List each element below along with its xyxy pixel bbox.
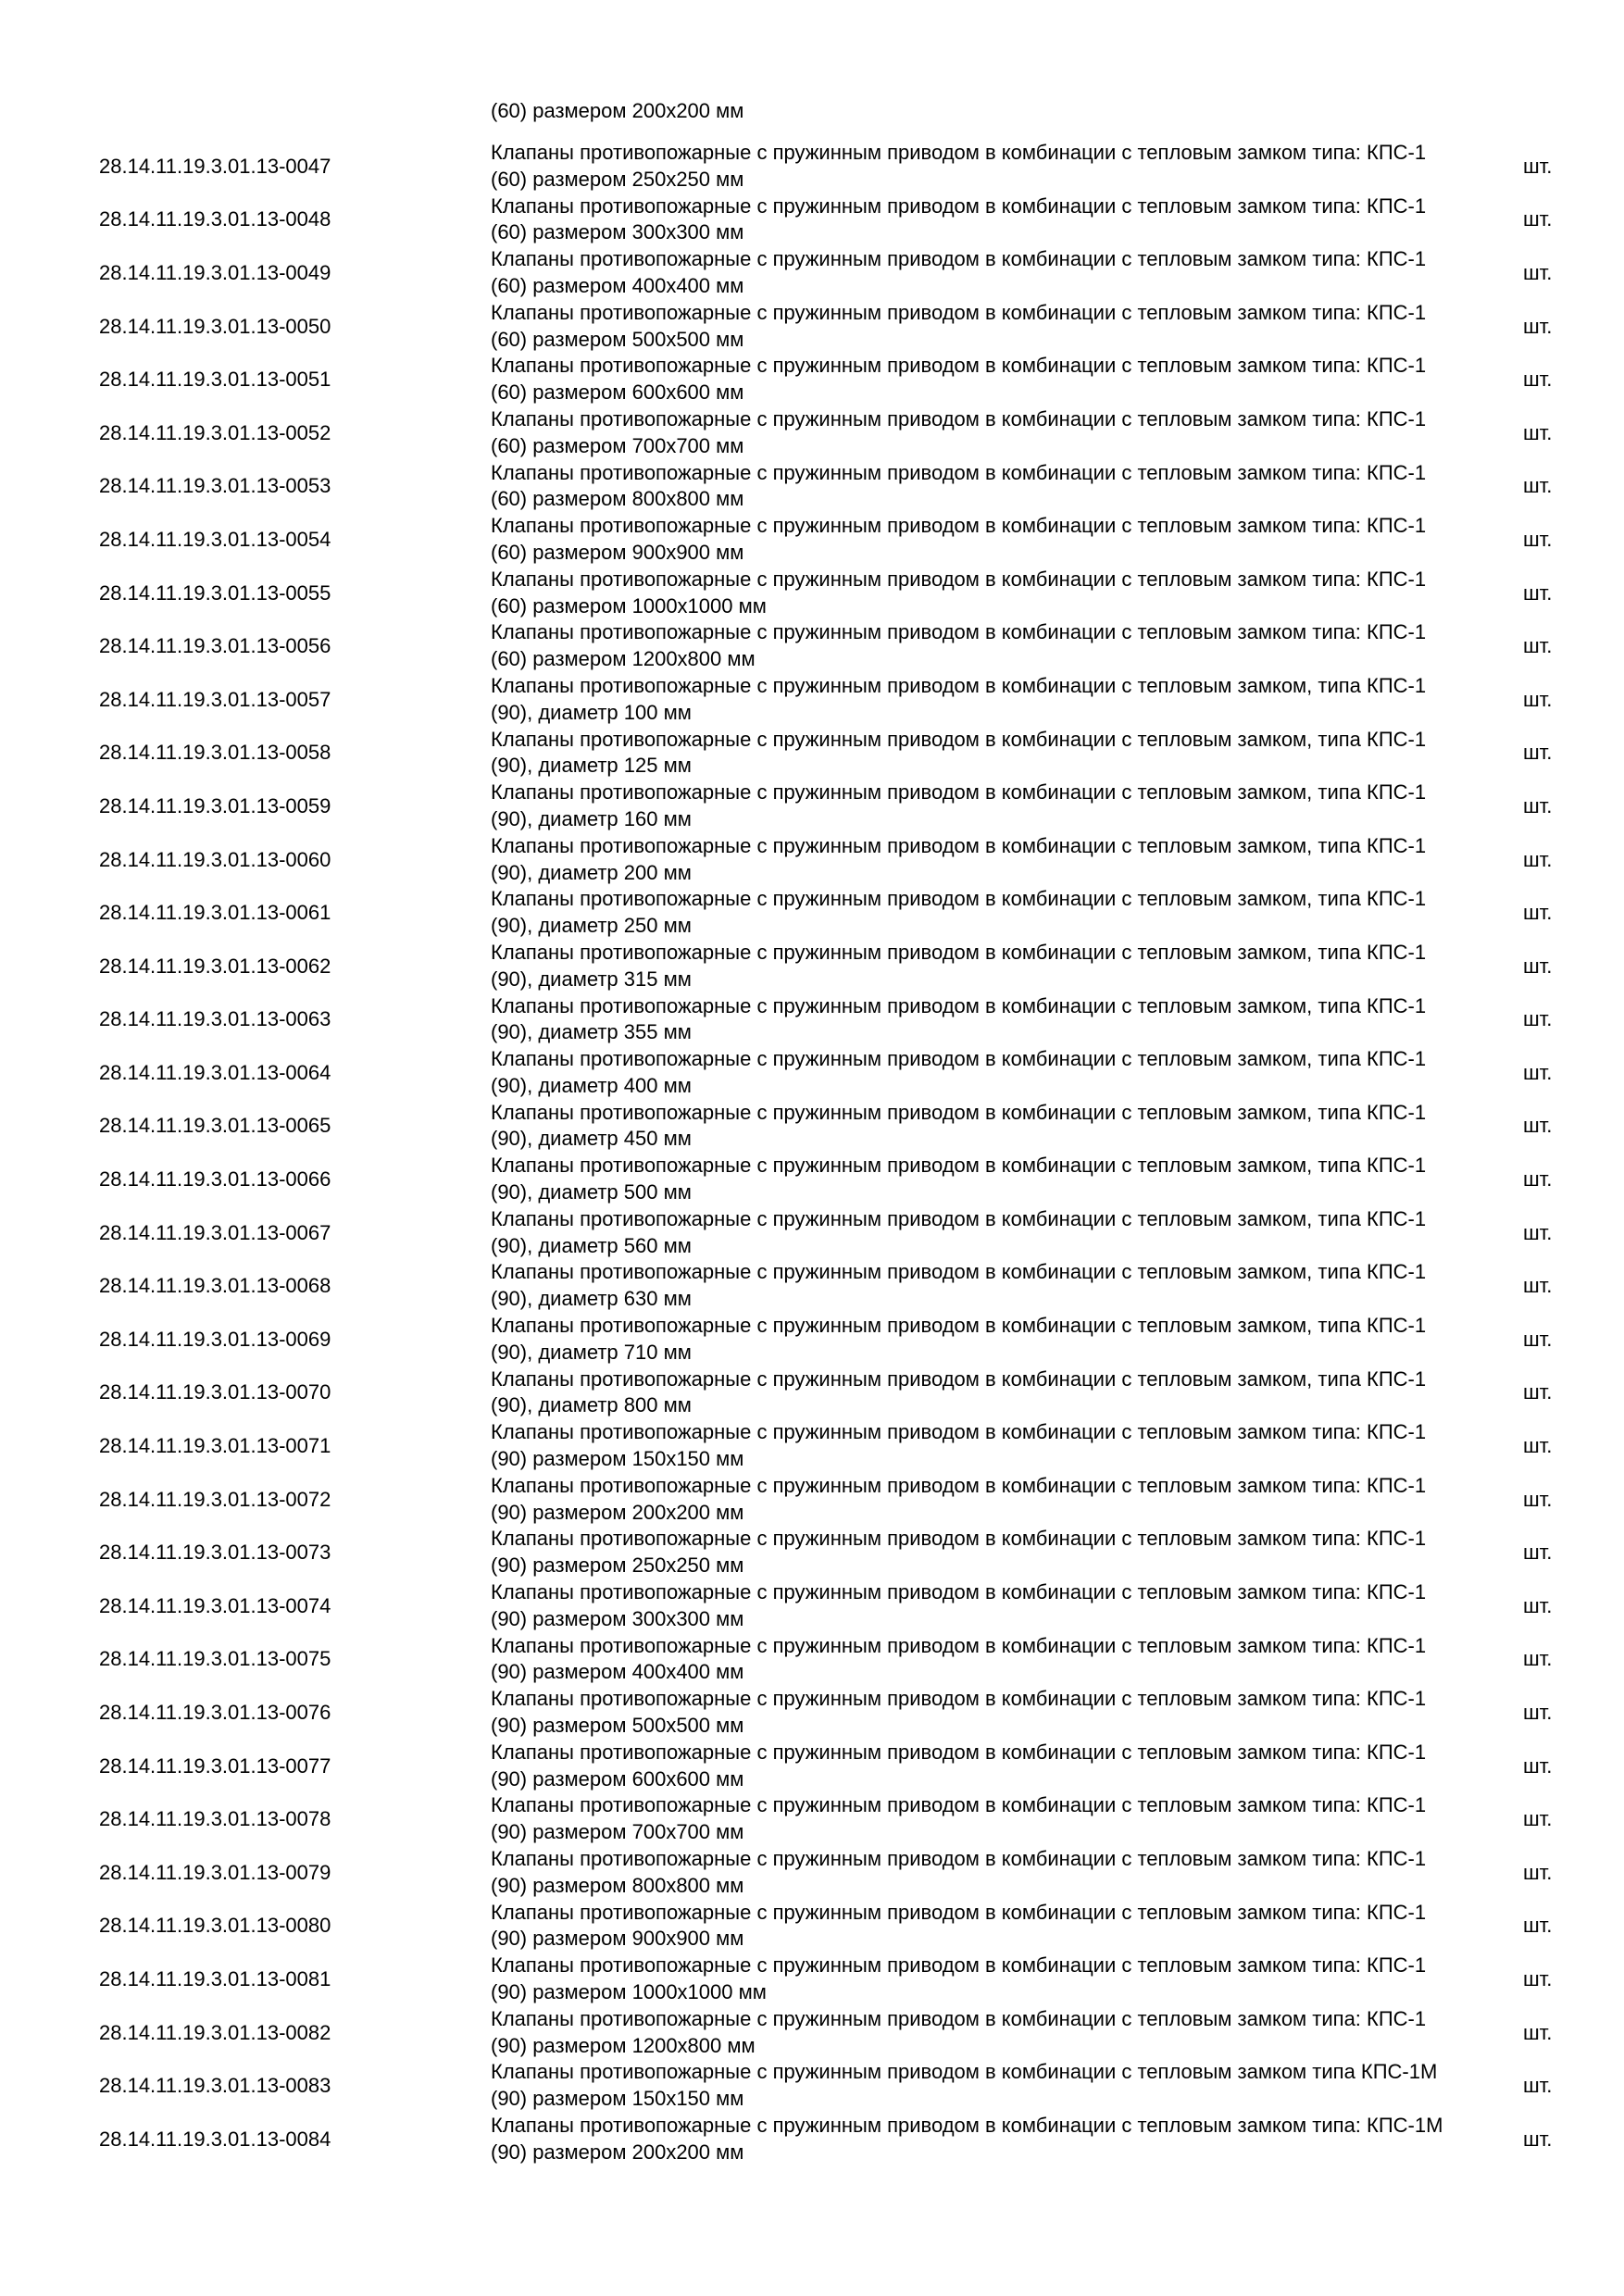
item-description bbox=[491, 1259, 1454, 1313]
table-row bbox=[0, 1846, 1624, 1900]
item-unit: шт. bbox=[1523, 1220, 1553, 1244]
item-code: 28.14.11.19.3.01.13-0073 bbox=[99, 1541, 331, 1565]
item-description-line2: (60) размером 1000x1000 мм bbox=[491, 593, 767, 618]
item-description-line2: (90) размером 250x250 мм bbox=[491, 1554, 744, 1578]
item-description-line1: Клапаны противопожарные с пружинным приводом в комбинации с тепловым замком типа: КПС-1 bbox=[491, 1900, 1427, 1924]
table-row bbox=[0, 993, 1624, 1047]
item-unit: шт. bbox=[1523, 741, 1553, 765]
item-code: 28.14.11.19.3.01.13-0047 bbox=[99, 154, 331, 178]
item-description-line1: Клапаны противопожарные с пружинным приводом в комбинации с тепловым замком, типа КПС-1 bbox=[491, 1366, 1427, 1391]
item-code: 28.14.11.19.3.01.13-0079 bbox=[99, 1860, 331, 1884]
item-description-line2: (90) размером 1000x1000 мм bbox=[491, 1979, 767, 2003]
item-description-line1: Клапаны противопожарные с пружинным приводом в комбинации с тепловым замком типа: КПС-1 bbox=[491, 354, 1427, 378]
item-code: 28.14.11.19.3.01.13-0075 bbox=[99, 1647, 331, 1671]
item-description-line1: Клапаны противопожарные с пружинным приводом в комбинации с тепловым замком типа: КПС-1 bbox=[491, 193, 1427, 218]
table-row bbox=[0, 140, 1624, 193]
item-description bbox=[491, 2113, 1454, 2166]
item-description-line1: Клапаны противопожарные с пружинным приводом в комбинации с тепловым замком типа: КПС-1 bbox=[491, 620, 1427, 644]
item-description-line1: Клапаны противопожарные с пружинным приводом в комбинации с тепловым замком типа: КПС-1 bbox=[491, 1473, 1427, 1497]
item-description-line1: Клапаны противопожарные с пружинным приводом в комбинации с тепловым замком типа: КПС-1М bbox=[491, 2113, 1443, 2137]
item-unit: шт. bbox=[1523, 1541, 1553, 1565]
item-unit: шт. bbox=[1523, 1753, 1553, 1778]
item-description-line1: Клапаны противопожарные с пружинным приводом в комбинации с тепловым замком, типа КПС-1 bbox=[491, 727, 1427, 751]
item-description-line1: Клапаны противопожарные с пружинным приводом в комбинации с тепловым замком типа: КПС-1 bbox=[491, 567, 1427, 591]
item-unit: шт. bbox=[1523, 1860, 1553, 1884]
table-row bbox=[0, 780, 1624, 833]
item-code: 28.14.11.19.3.01.13-0074 bbox=[99, 1593, 331, 1617]
item-description bbox=[491, 833, 1454, 887]
item-unit: шт. bbox=[1523, 2020, 1553, 2044]
item-description-line2: (90), диаметр 355 мм bbox=[491, 1020, 692, 1044]
item-description-line2: (90), диаметр 560 мм bbox=[491, 1233, 692, 1257]
item-description bbox=[491, 2006, 1454, 2060]
item-description-line2: (90), диаметр 400 мм bbox=[491, 1073, 692, 1097]
item-description-line2: (90) размером 150x150 мм bbox=[491, 1447, 744, 1471]
table-row bbox=[0, 1100, 1624, 1154]
item-code: 28.14.11.19.3.01.13-0054 bbox=[99, 527, 331, 551]
item-unit: шт. bbox=[1523, 1807, 1553, 1831]
item-description bbox=[491, 940, 1454, 993]
item-code: 28.14.11.19.3.01.13-0065 bbox=[99, 1114, 331, 1138]
table-row bbox=[0, 833, 1624, 887]
item-description-line1: Клапаны противопожарные с пружинным приводом в комбинации с тепловым замком, типа КПС-1 bbox=[491, 1206, 1427, 1230]
item-code: 28.14.11.19.3.01.13-0071 bbox=[99, 1434, 331, 1458]
item-description-line2: (60) размером 500x500 мм bbox=[491, 327, 744, 351]
item-description-line2: (90), диаметр 125 мм bbox=[491, 754, 692, 778]
item-description-line2: (60) размером 400x400 мм bbox=[491, 273, 744, 297]
table-row bbox=[0, 193, 1624, 247]
table-row bbox=[0, 1366, 1624, 1420]
item-code: 28.14.11.19.3.01.13-0057 bbox=[99, 687, 331, 711]
item-description-line1: Клапаны противопожарные с пружинным приводом в комбинации с тепловым замком, типа КПС-1 bbox=[491, 1154, 1427, 1178]
item-description bbox=[491, 300, 1454, 354]
table-row bbox=[0, 353, 1624, 406]
item-unit: шт. bbox=[1523, 2127, 1553, 2151]
item-code: 28.14.11.19.3.01.13-0063 bbox=[99, 1007, 331, 1031]
table-row bbox=[0, 1153, 1624, 1206]
item-description-line1: Клапаны противопожарные с пружинным приводом в комбинации с тепловым замком типа: КПС-1 bbox=[491, 1527, 1427, 1551]
item-description-line2: (90), диаметр 200 мм bbox=[491, 860, 692, 884]
item-description-line2: (90) размером 800x800 мм bbox=[491, 1873, 744, 1897]
item-description bbox=[491, 619, 1454, 673]
item-code: 28.14.11.19.3.01.13-0062 bbox=[99, 954, 331, 978]
item-description bbox=[491, 460, 1454, 514]
item-code: 28.14.11.19.3.01.13-0064 bbox=[99, 1060, 331, 1084]
table-row bbox=[0, 1686, 1624, 1740]
item-code: 28.14.11.19.3.01.13-0048 bbox=[99, 207, 331, 231]
item-description bbox=[491, 193, 1454, 247]
item-description bbox=[491, 1846, 1454, 1900]
item-description-line2: (90), диаметр 315 мм bbox=[491, 967, 692, 991]
item-code: 28.14.11.19.3.01.13-0059 bbox=[99, 793, 331, 817]
table-row bbox=[0, 1046, 1624, 1100]
item-description bbox=[491, 1046, 1454, 1100]
item-unit: шт. bbox=[1523, 260, 1553, 284]
item-unit: шт. bbox=[1523, 847, 1553, 871]
item-description-line1: Клапаны противопожарные с пружинным приводом в комбинации с тепловым замком типа: КПС-1 bbox=[491, 1687, 1427, 1711]
item-description-line2: (90) размером 1200x800 мм bbox=[491, 2033, 756, 2057]
item-description-line1: Клапаны противопожарные с пружинным приводом в комбинации с тепловым замком, типа КПС-1 bbox=[491, 1100, 1427, 1124]
item-description-line1: Клапаны противопожарные с пружинным приводом в комбинации с тепловым замком типа: КПС-1 bbox=[491, 300, 1427, 324]
item-unit: шт. bbox=[1523, 580, 1553, 605]
item-unit: шт. bbox=[1523, 314, 1553, 338]
continuation-description-line: (60) размером 200x200 мм bbox=[491, 99, 744, 122]
item-description-line2: (90), диаметр 160 мм bbox=[491, 806, 692, 830]
item-code: 28.14.11.19.3.01.13-0053 bbox=[99, 474, 331, 498]
item-unit: шт. bbox=[1523, 1380, 1553, 1404]
table-row bbox=[0, 940, 1624, 993]
item-description bbox=[491, 1313, 1454, 1366]
item-description bbox=[491, 1633, 1454, 1687]
item-description bbox=[491, 406, 1454, 460]
item-code: 28.14.11.19.3.01.13-0061 bbox=[99, 901, 331, 925]
item-description bbox=[491, 567, 1454, 620]
item-description-line1: Клапаны противопожарные с пружинным приводом в комбинации с тепловым замком типа: КПС-1 bbox=[491, 141, 1427, 164]
item-description bbox=[491, 2059, 1454, 2113]
item-unit: шт. bbox=[1523, 1701, 1553, 1725]
item-code: 28.14.11.19.3.01.13-0051 bbox=[99, 368, 331, 392]
table-row bbox=[0, 1792, 1624, 1846]
item-unit: шт. bbox=[1523, 474, 1553, 498]
item-description-line1: Клапаны противопожарные с пружинным приводом в комбинации с тепловым замком типа КПС-1М bbox=[491, 2060, 1438, 2084]
item-description-line2: (90) размером 200x200 мм bbox=[491, 2140, 744, 2164]
item-description-line2: (90), диаметр 500 мм bbox=[491, 1180, 692, 1204]
item-description bbox=[491, 780, 1454, 833]
item-unit: шт. bbox=[1523, 793, 1553, 817]
table-row bbox=[0, 727, 1624, 780]
table-row bbox=[0, 460, 1624, 514]
table-row bbox=[0, 1633, 1624, 1687]
item-description-line2: (90) размером 700x700 мм bbox=[491, 1820, 744, 1844]
item-description bbox=[491, 1953, 1454, 2006]
table-row bbox=[0, 2006, 1624, 2060]
item-description-line2: (60) размером 250x250 мм bbox=[491, 167, 744, 191]
item-description bbox=[491, 1686, 1454, 1740]
item-unit: шт. bbox=[1523, 901, 1553, 925]
item-description bbox=[491, 1740, 1454, 1793]
item-description bbox=[491, 513, 1454, 567]
item-description bbox=[491, 1526, 1454, 1579]
item-unit: шт. bbox=[1523, 1434, 1553, 1458]
item-description bbox=[491, 673, 1454, 727]
item-code: 28.14.11.19.3.01.13-0056 bbox=[99, 634, 331, 658]
item-description bbox=[491, 727, 1454, 780]
item-unit: шт. bbox=[1523, 1966, 1553, 1990]
item-description-line2: (90) размером 300x300 мм bbox=[491, 1606, 744, 1630]
item-description-line2: (90) размером 900x900 мм bbox=[491, 1927, 744, 1951]
item-description bbox=[491, 993, 1454, 1047]
item-code: 28.14.11.19.3.01.13-0052 bbox=[99, 420, 331, 444]
item-description-line2: (90) размером 400x400 мм bbox=[491, 1660, 744, 1684]
table-row bbox=[0, 1740, 1624, 1793]
table-row bbox=[0, 567, 1624, 620]
item-code: 28.14.11.19.3.01.13-0055 bbox=[99, 580, 331, 605]
item-unit: шт. bbox=[1523, 368, 1553, 392]
item-unit: шт. bbox=[1523, 527, 1553, 551]
item-code: 28.14.11.19.3.01.13-0080 bbox=[99, 1914, 331, 1938]
table-row bbox=[0, 246, 1624, 300]
item-description bbox=[491, 1100, 1454, 1154]
item-description-line1: Клапаны противопожарные с пружинным приводом в комбинации с тепловым замком типа: КПС-1 bbox=[491, 1580, 1427, 1604]
item-description-line1: Клапаны противопожарные с пружинным приводом в комбинации с тепловым замком типа: КПС-1 bbox=[491, 1740, 1427, 1764]
table-row bbox=[0, 300, 1624, 354]
item-description bbox=[491, 886, 1454, 940]
item-description-line1: Клапаны противопожарные с пружинным приводом в комбинации с тепловым замком, типа КПС-1 bbox=[491, 887, 1427, 911]
item-description-line1: Клапаны противопожарные с пружинным приводом в комбинации с тепловым замком, типа КПС-1 bbox=[491, 833, 1427, 857]
item-unit: шт. bbox=[1523, 154, 1553, 178]
item-code: 28.14.11.19.3.01.13-0083 bbox=[99, 2074, 331, 2098]
item-unit: шт. bbox=[1523, 1114, 1553, 1138]
item-code: 28.14.11.19.3.01.13-0066 bbox=[99, 1167, 331, 1192]
item-description bbox=[491, 1366, 1454, 1420]
item-code: 28.14.11.19.3.01.13-0072 bbox=[99, 1487, 331, 1511]
item-description-line2: (60) размером 600x600 мм bbox=[491, 381, 744, 405]
table-row bbox=[0, 406, 1624, 460]
item-description-line1: Клапаны противопожарные с пружинным приводом в комбинации с тепловым замком типа: КПС-1 bbox=[491, 460, 1427, 484]
item-description-line1: Клапаны противопожарные с пружинным приводом в комбинации с тепловым замком типа: КПС-1 bbox=[491, 406, 1427, 430]
table-row bbox=[0, 1526, 1624, 1579]
item-unit: шт. bbox=[1523, 1593, 1553, 1617]
table-row bbox=[0, 1259, 1624, 1313]
item-description-line1: Клапаны противопожарные с пружинным приводом в комбинации с тепловым замком, типа КПС-1 bbox=[491, 780, 1427, 805]
item-description-line2: (90), диаметр 250 мм bbox=[491, 914, 692, 938]
item-description-line1: Клапаны противопожарные с пружинным приводом в комбинации с тепловым замком типа: КПС-1 bbox=[491, 514, 1427, 538]
table-row bbox=[0, 619, 1624, 673]
table-row bbox=[0, 1579, 1624, 1633]
item-unit: шт. bbox=[1523, 1914, 1553, 1938]
item-description-line1: Клапаны противопожарные с пружинным приводом в комбинации с тепловым замком типа: КПС-1 bbox=[491, 1953, 1427, 1978]
item-description-line2: (90), диаметр 710 мм bbox=[491, 1340, 692, 1364]
item-code: 28.14.11.19.3.01.13-0070 bbox=[99, 1380, 331, 1404]
item-description-line1: Клапаны противопожарные с пружинным приводом в комбинации с тепловым замком, типа КПС-1 bbox=[491, 1260, 1427, 1284]
item-unit: шт. bbox=[1523, 1647, 1553, 1671]
item-code: 28.14.11.19.3.01.13-0076 bbox=[99, 1701, 331, 1725]
item-description-line2: (90) размером 150x150 мм bbox=[491, 2087, 744, 2111]
item-code: 28.14.11.19.3.01.13-0082 bbox=[99, 2020, 331, 2044]
item-code: 28.14.11.19.3.01.13-0078 bbox=[99, 1807, 331, 1831]
table-row bbox=[0, 2113, 1624, 2166]
item-description-line1: Клапаны противопожарные с пружинным приводом в комбинации с тепловым замком типа: КПС-1 bbox=[491, 1793, 1427, 1817]
item-unit: шт. bbox=[1523, 1274, 1553, 1298]
item-description bbox=[491, 1473, 1454, 1527]
item-description-line1: Клапаны противопожарные с пружинным приводом в комбинации с тепловым замком типа: КПС-1 bbox=[491, 1633, 1427, 1657]
item-description-line2: (60) размером 800x800 мм bbox=[491, 487, 744, 511]
table-row bbox=[0, 1473, 1624, 1527]
item-unit: шт. bbox=[1523, 1487, 1553, 1511]
table-row bbox=[0, 513, 1624, 567]
item-code: 28.14.11.19.3.01.13-0067 bbox=[99, 1220, 331, 1244]
table-row bbox=[0, 673, 1624, 727]
item-description-line2: (60) размером 900x900 мм bbox=[491, 540, 744, 564]
item-description bbox=[491, 1153, 1454, 1206]
item-unit: шт. bbox=[1523, 634, 1553, 658]
item-code: 28.14.11.19.3.01.13-0084 bbox=[99, 2127, 331, 2151]
item-unit: шт. bbox=[1523, 1060, 1553, 1084]
item-description bbox=[491, 1206, 1454, 1260]
item-description-line2: (90), диаметр 630 мм bbox=[491, 1287, 692, 1311]
item-unit: шт. bbox=[1523, 1167, 1553, 1192]
item-description-line2: (90) размером 200x200 мм bbox=[491, 1500, 744, 1524]
item-description bbox=[491, 353, 1454, 406]
item-description-line2: (90), диаметр 100 мм bbox=[491, 700, 692, 724]
table-row bbox=[0, 1953, 1624, 2006]
item-description-line1: Клапаны противопожарные с пружинным приводом в комбинации с тепловым замком, типа КПС-1 bbox=[491, 1047, 1427, 1071]
item-code: 28.14.11.19.3.01.13-0058 bbox=[99, 741, 331, 765]
rows-container bbox=[0, 140, 1624, 2166]
item-description-line2: (60) размером 1200x800 мм bbox=[491, 647, 756, 671]
item-description-line2: (60) размером 700x700 мм bbox=[491, 433, 744, 457]
item-description-line1: Клапаны противопожарные с пружинным приводом в комбинации с тепловым замком, типа КПС-1 bbox=[491, 673, 1427, 697]
table-row bbox=[0, 1313, 1624, 1366]
item-description bbox=[491, 1419, 1454, 1473]
item-code: 28.14.11.19.3.01.13-0060 bbox=[99, 847, 331, 871]
item-code: 28.14.11.19.3.01.13-0077 bbox=[99, 1753, 331, 1778]
item-unit: шт. bbox=[1523, 1007, 1553, 1031]
item-unit: шт. bbox=[1523, 2074, 1553, 2098]
item-unit: шт. bbox=[1523, 420, 1553, 444]
item-unit: шт. bbox=[1523, 954, 1553, 978]
table-row bbox=[0, 1900, 1624, 1953]
item-description-line1: Клапаны противопожарные с пружинным приводом в комбинации с тепловым замком типа: КПС-1 bbox=[491, 1847, 1427, 1870]
item-unit: шт. bbox=[1523, 687, 1553, 711]
item-description-line2: (90) размером 500x500 мм bbox=[491, 1714, 744, 1738]
item-description-line1: Клапаны противопожарные с пружинным приводом в комбинации с тепловым замком типа: КПС-1 bbox=[491, 247, 1427, 271]
item-description-line2: (90), диаметр 450 мм bbox=[491, 1127, 692, 1151]
item-code: 28.14.11.19.3.01.13-0081 bbox=[99, 1966, 331, 1990]
table-row bbox=[0, 886, 1624, 940]
item-description-line1: Клапаны противопожарные с пружинным приводом в комбинации с тепловым замком, типа КПС-1 bbox=[491, 1314, 1427, 1338]
table-row bbox=[0, 1419, 1624, 1473]
item-description bbox=[491, 140, 1454, 193]
item-description bbox=[491, 1792, 1454, 1846]
item-code: 28.14.11.19.3.01.13-0049 bbox=[99, 260, 331, 284]
item-description-line1: Клапаны противопожарные с пружинным приводом в комбинации с тепловым замком типа: КПС-1 bbox=[491, 2006, 1427, 2030]
item-description bbox=[491, 1900, 1454, 1953]
item-code: 28.14.11.19.3.01.13-0050 bbox=[99, 314, 331, 338]
item-description-line1: Клапаны противопожарные с пружинным приводом в комбинации с тепловым замком, типа КПС-1 bbox=[491, 940, 1427, 964]
item-description bbox=[491, 1579, 1454, 1633]
table-row bbox=[0, 2059, 1624, 2113]
item-description-line2: (90), диаметр 800 мм bbox=[491, 1393, 692, 1417]
item-description-line2: (60) размером 300x300 мм bbox=[491, 220, 744, 244]
table-row bbox=[0, 1206, 1624, 1260]
item-description-line1: Клапаны противопожарные с пружинным приводом в комбинации с тепловым замком, типа КПС-1 bbox=[491, 993, 1427, 1017]
item-code: 28.14.11.19.3.01.13-0068 bbox=[99, 1274, 331, 1298]
item-description-line2: (90) размером 600x600 мм bbox=[491, 1766, 744, 1791]
item-description-line1: Клапаны противопожарные с пружинным приводом в комбинации с тепловым замком типа: КПС-1 bbox=[491, 1420, 1427, 1444]
item-unit: шт. bbox=[1523, 207, 1553, 231]
item-description bbox=[491, 246, 1454, 300]
item-code: 28.14.11.19.3.01.13-0069 bbox=[99, 1327, 331, 1351]
item-unit: шт. bbox=[1523, 1327, 1553, 1351]
